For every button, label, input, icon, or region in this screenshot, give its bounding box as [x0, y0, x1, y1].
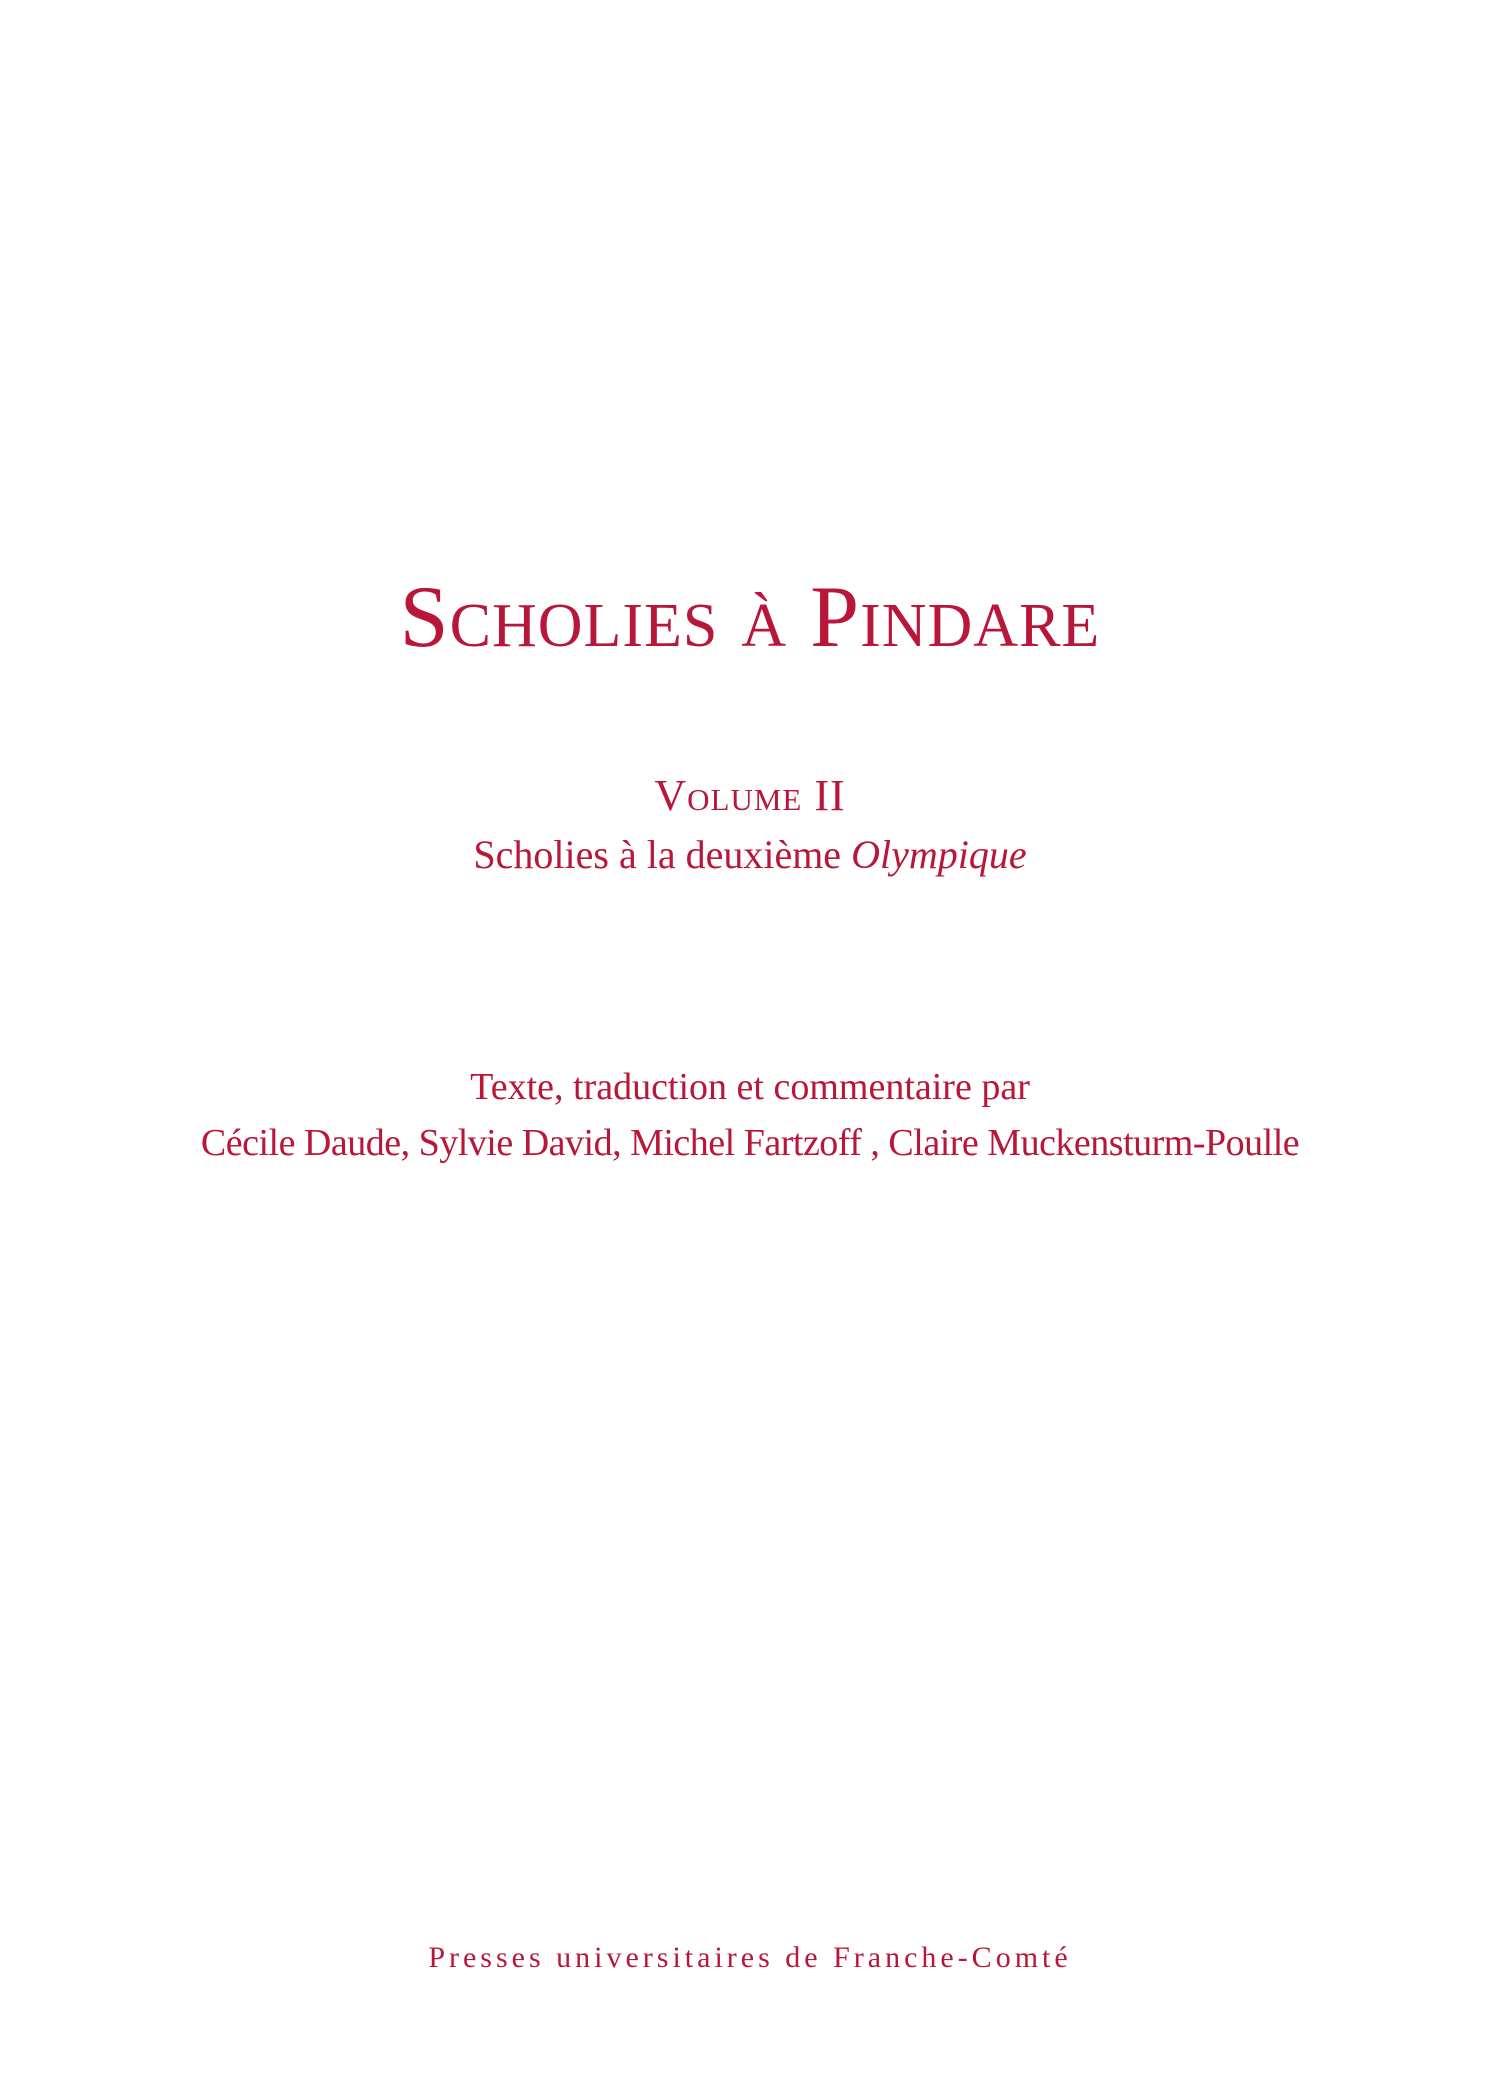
publisher-name: Presses universitaires de Franche-Comté	[428, 1941, 1072, 1974]
volume-subtitle-emphasis: Olympique	[851, 832, 1027, 877]
volume-label: Volume II	[654, 771, 846, 820]
authors-line: Cécile Daude, Sylvie David, Michel Fartzoff , Claire Muckensturm-Poulle	[200, 1122, 1300, 1164]
book-title: Scholies à Pindare	[399, 569, 1101, 666]
volume-subtitle-prefix: Scholies à la deuxième	[473, 832, 852, 877]
credit-line: Texte, traduction et commentaire par	[470, 1066, 1030, 1108]
volume-subtitle	[0, 830, 1500, 880]
